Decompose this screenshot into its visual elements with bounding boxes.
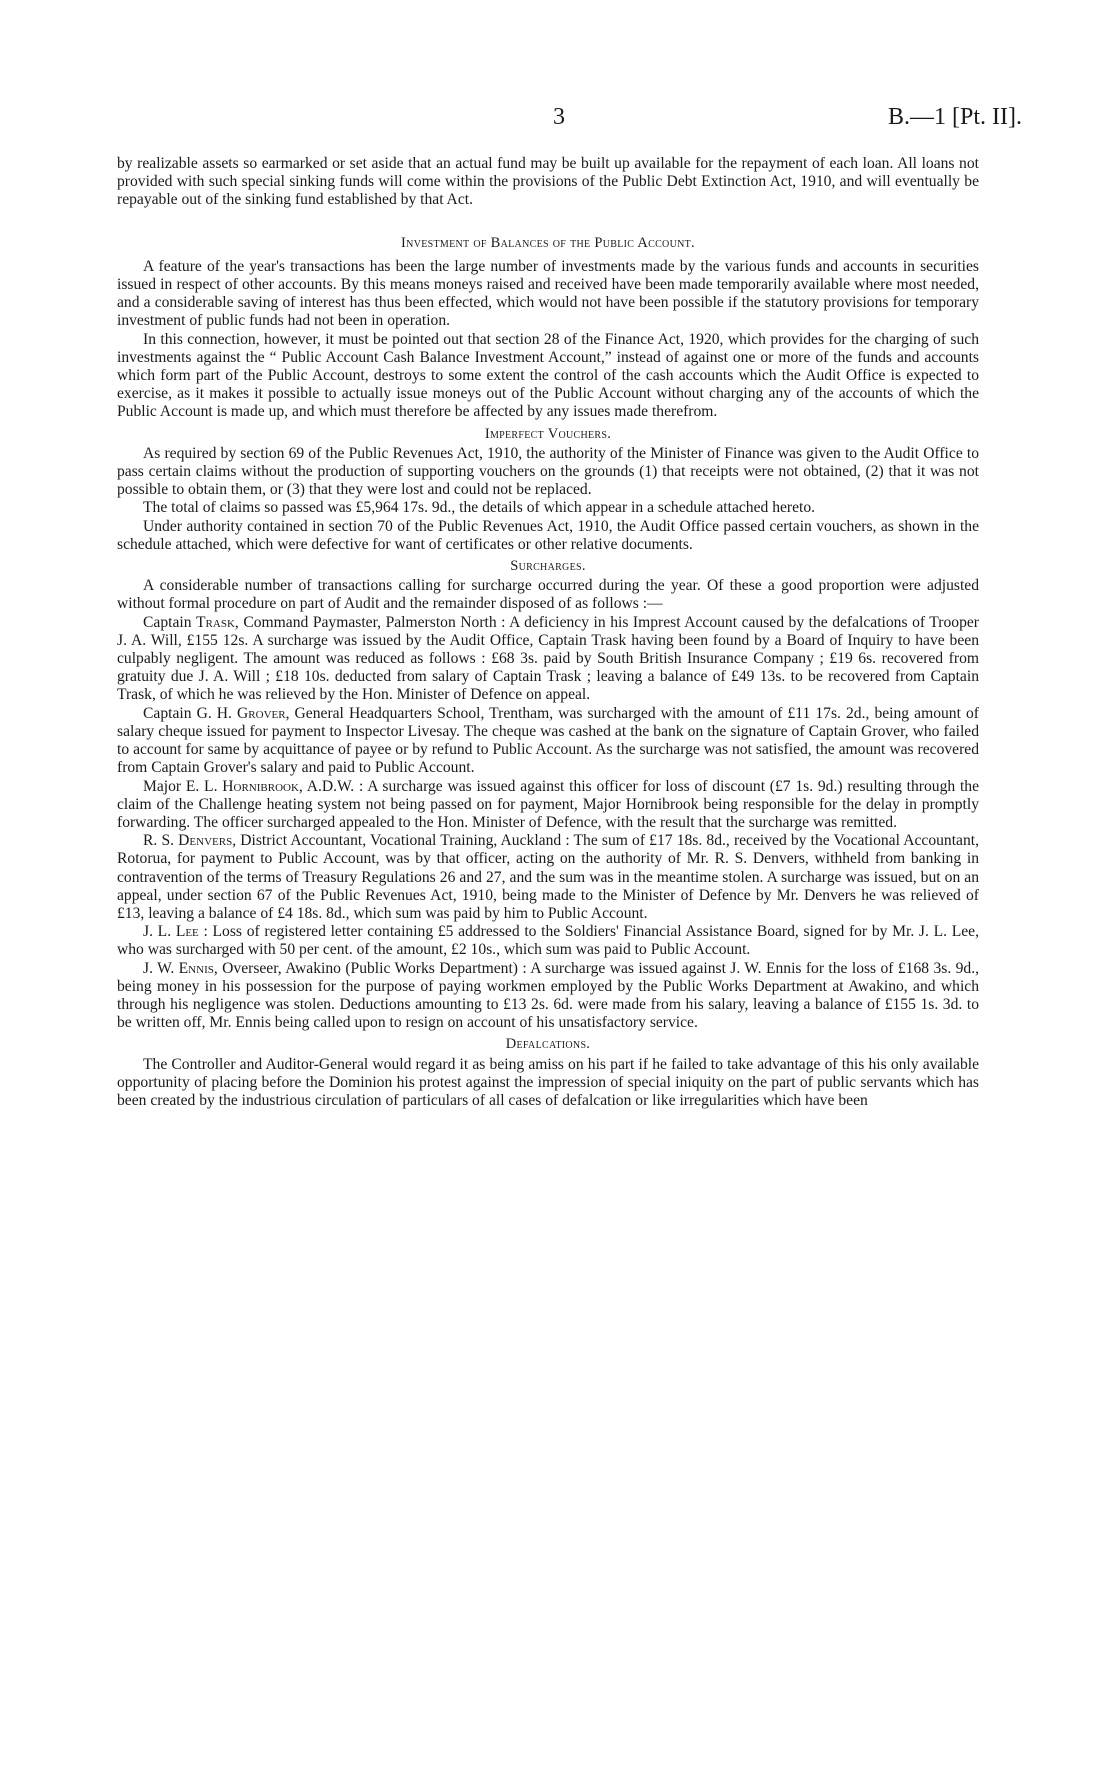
text-run: , Command Paymaster, Palmerston North : A deficiency in his Imprest Account caused by the defalcations of Trooper J. A. Will, £155 12s. A surcharge was issued by the Audit Office, Captain Trask having been found by a Board of Inquiry to have been culpably negligent. The amount was reduced as follows : £68 3s. paid by South British Insurance Company ; £19 6s. recovered from gratuity due J. A. Will ; £18 10s. deducted from salary of Captain Trask ; leaving a balance of £49 13s. to be recovered from Captain Trask, of which he was relieved by the Hon. Minister of Defence on appeal. bbox=[117, 613, 979, 704]
text-run: R. S. bbox=[143, 832, 179, 850]
page-header bbox=[0, 104, 1114, 134]
section-heading: Defalcations. bbox=[505, 1036, 591, 1053]
page-number: 3 bbox=[553, 104, 565, 130]
text-run: A considerable number of transactions calling for surcharge occurred during the year. Of these a good proportion were adjusted without formal procedure on part of Audit and the remainder disposed of as follows :— bbox=[117, 577, 979, 613]
text-run: Captain G. H. bbox=[143, 704, 238, 722]
text-run: A feature of the year's transactions has been the large number of investments made by the various funds and accounts in securities issued in respect of other accounts. By this means moneys raised and received have been made temporarily available where most needed, and a considerable saving of interest has thus been effected, which would not have been possible if the statutory provisions for temporary investment of public funds had not been in operation. bbox=[117, 257, 979, 330]
paragraph bbox=[117, 705, 979, 778]
paragraph bbox=[117, 155, 979, 210]
paragraph bbox=[117, 778, 979, 833]
person-name: Grover bbox=[237, 704, 286, 722]
text-run: , General Headquarters School, Trentham, was surcharged with the amount of £11 17s. 2d., being amount of salary cheque issued for payment to Inspector Livesay. The cheque was cashed at the bank on the signature of Captain Grover, who failed to account for same by acquittance of payee or by refund to Public Account. As the surcharge was not satisfied, the amount was recovered from Captain Grover's salary and paid to Public Account. bbox=[117, 704, 979, 777]
paragraph bbox=[117, 258, 979, 331]
text-run: : Loss of registered letter containing £5 addressed to the Soldiers' Financial Assistance Board, signed for by Mr. J. L. Lee, who was surcharged with 50 per cent. of the amount, £2 10s., which sum was paid to Public Account. bbox=[117, 923, 980, 959]
text-run: J. L. bbox=[143, 923, 176, 941]
person-name: Ennis bbox=[178, 959, 214, 977]
text-run: The Controller and Auditor-General would regard it as being amiss on his part if he failed to take advantage of this his only available opportunity of placing before the Dominion his protest against the impression of special iniquity on the part of public servants which has been created by the industrious circulation of particulars of all cases of defalcation or like irregularities which have been bbox=[117, 1055, 979, 1109]
text-run: Major E. L. bbox=[143, 777, 223, 795]
paragraph bbox=[117, 331, 979, 422]
section-heading: Investment of Balances of the Public Account. bbox=[401, 234, 695, 251]
text-run: , Overseer, Awakino (Public Works Department) : A surcharge was issued against J. W. Ennis for the loss of £168 3s. 9d., being money in his possession for the purpose of paying workmen employed by the Public Works Department at Awakino, and which through his negligence was stolen. Deductions amounting to £13 2s. 6d. were made from his salary, leaving a balance of £155 1s. 3d. to be written off, Mr. Ennis being called upon to resign on account of his unsatisfactory service. bbox=[117, 959, 980, 1032]
document-reference: B.—1 [Pt. II]. bbox=[888, 104, 1022, 130]
person-name: Hornibrook bbox=[222, 777, 299, 795]
text-run: , District Accountant, Vocational Training, Auckland : The sum of £17 18s. 8d., received by the Vocational Accountant, Rotorua, for payment to Public Account, was by that officer, acting on the authority of Mr. R. S. Denvers, withheld from banking in contravention of the terms of Treasury Regulations 26 and 27, and the sum was in the meantime stolen. A surcharge was issued, but on an appeal, under section 67 of the Public Revenues Act, 1910, being made to the Minister of Defence by Mr. Denvers he was relieved of £13, leaving a balance of £4 18s. 8d., which sum was paid by him to Public Account. bbox=[117, 832, 979, 922]
paragraph bbox=[117, 499, 979, 517]
section-heading: Surcharges. bbox=[510, 558, 586, 575]
text-run: by realizable assets so earmarked or set aside that an actual fund may be built up available for the repayment of each loan. All loans not provided with such special sinking funds will come within the provisions of the Public Debt Extinction Act, 1910, and will eventually be repayable out of the sinking fund established by that Act. bbox=[117, 155, 979, 209]
text-run: The total of claims so passed was £5,964 17s. 9d., the details of which appear in a schedule attached hereto. bbox=[143, 499, 816, 517]
text-run: Under authority contained in section 70 of the Public Revenues Act, 1910, the Audit Office passed certain vouchers, as shown in the schedule attached, which were defective for want of certificates or other relative documents. bbox=[117, 517, 979, 553]
paragraph bbox=[117, 923, 979, 959]
paragraph bbox=[117, 614, 979, 705]
text-run: In this connection, however, it must be pointed out that section 28 of the Finance Act, 1920, which provides for the charging of such investments against the “ Public Account Cash Balance Investment Account,” instead of against one or more of the funds and accounts which form part of the Public Account, destroys to some extent the control of the cash accounts which the Audit Office is expected to exercise, as it makes it possible to actually issue moneys out of the Public Account without charging any of the accounts of which the Public Account is made up, and which must therefore be affected by any issues made therefrom. bbox=[117, 330, 979, 421]
text-run: , A.D.W. : A surcharge was issued against this officer for loss of discount (£7 1s. 9d.) resulting through the claim of the Challenge heating system not being passed on for payment, Major Hornibrook being responsible for the delay in promptly forwarding. The officer surcharged appealed to the Hon. Minister of Defence, with the result that the surcharge was remitted. bbox=[117, 777, 979, 831]
paragraph bbox=[117, 518, 979, 554]
document-body bbox=[117, 155, 979, 1110]
person-name: Lee bbox=[175, 923, 199, 941]
paragraph bbox=[117, 577, 979, 613]
paragraph bbox=[117, 1056, 979, 1111]
paragraph bbox=[117, 445, 979, 500]
person-name: Trask bbox=[196, 613, 235, 631]
text-run: J. W. bbox=[143, 959, 179, 977]
paragraph bbox=[117, 832, 979, 923]
paragraph bbox=[117, 960, 979, 1033]
text-run: As required by section 69 of the Public Revenues Act, 1910, the authority of the Minister of Finance was given to the Audit Office to pass certain claims without the production of supporting vouchers on the grounds (1) that receipts were not obtained, (2) that it was not possible to obtain them, or (3) that they were lost and could not be replaced. bbox=[117, 444, 979, 499]
person-name: Denvers bbox=[178, 832, 233, 850]
section-heading: Imperfect Vouchers. bbox=[484, 425, 612, 442]
text-run: Captain bbox=[143, 613, 197, 631]
